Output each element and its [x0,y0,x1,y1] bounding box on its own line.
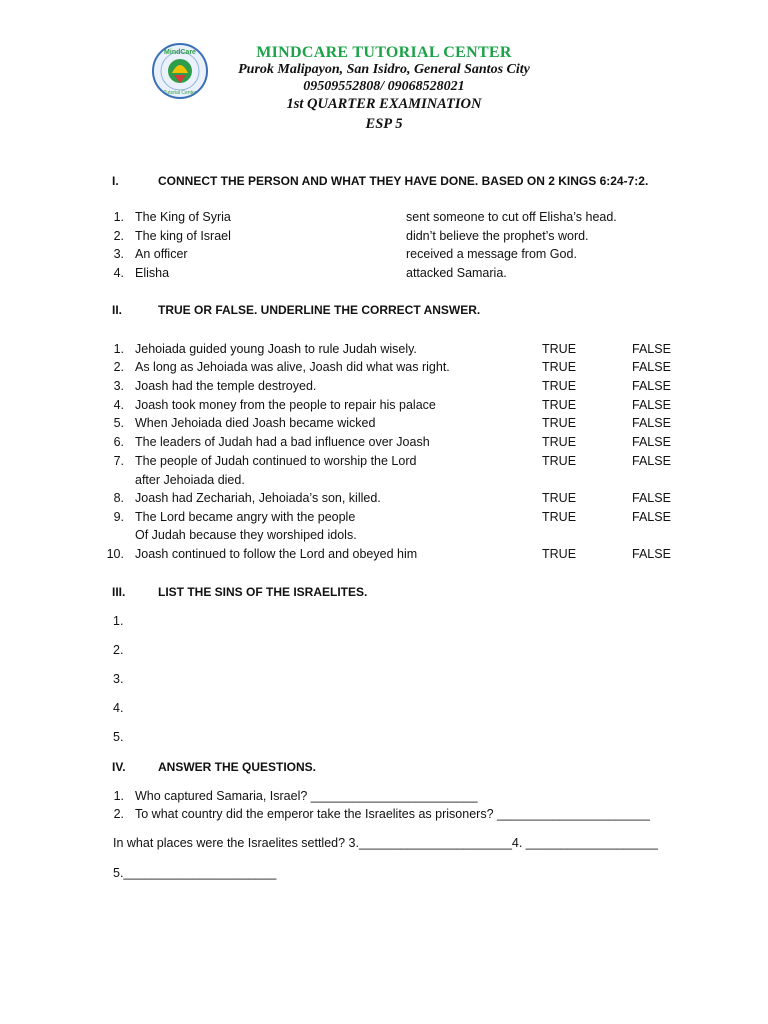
sin-list-item: 5. [113,730,124,744]
section3-numeral: III. [112,585,126,599]
s1-action: didn’t believe the prophet’s word. [406,229,589,243]
exam-subject: ESP 5 [365,116,403,132]
true-option[interactable]: TRUE [542,398,577,412]
question-1[interactable]: Who captured Samaria, Israel? ________________________ [135,789,478,803]
s1-person: Elisha [135,266,170,280]
s1-item-num: 2. [113,229,124,243]
s2-item-num: 1. [113,342,124,356]
true-option[interactable]: TRUE [542,510,577,524]
s2-item-num: 7. [113,454,124,468]
s2-statement: The people of Judah continued to worship the Lord [135,454,417,468]
s1-person: The King of Syria [135,210,231,224]
s1-person: The king of Israel [135,229,231,243]
s2-item-num: 8. [113,491,124,505]
section2-numeral: II. [112,303,123,317]
question-num: 2. [113,807,124,821]
s2-statement: Joash had the temple destroyed. [135,379,317,393]
svg-text:MindCare: MindCare [164,49,196,56]
false-option[interactable]: FALSE [632,435,671,449]
s2-statement-cont: Of Judah because they worshiped idols. [135,528,357,542]
s1-item-num: 1. [113,210,124,224]
exam-title: 1st QUARTER EXAMINATION [286,96,482,112]
s2-statement: Jehoiada guided young Joash to rule Judah wisely. [135,342,417,356]
question-2[interactable]: To what country did the emperor take the Israelites as prisoners? ______________________ [135,807,650,821]
sin-list-item: 4. [113,701,124,715]
true-option[interactable]: TRUE [542,547,577,561]
s2-item-num: 3. [113,379,124,393]
svg-text:Tutorial Center: Tutorial Center [163,90,197,96]
center-name: MINDCARE TUTORIAL CENTER [256,44,512,61]
section2-title: TRUE OR FALSE. UNDERLINE THE CORRECT ANSWER. [158,303,481,317]
center-address: Purok Malipayon, San Isidro, General Santos City [238,62,530,77]
s2-item-num: 5. [113,416,124,430]
s2-statement: When Jehoiada died Joash became wicked [135,416,376,430]
true-option[interactable]: TRUE [542,342,577,356]
sin-list-item: 2. [113,643,124,657]
s2-item-num: 10. [106,547,124,561]
true-option[interactable]: TRUE [542,435,577,449]
true-option[interactable]: TRUE [542,454,577,468]
section3-title: LIST THE SINS OF THE ISRAELITES. [158,585,368,599]
section1-title: CONNECT THE PERSON AND WHAT THEY HAVE DONE. BASED ON 2 KINGS 6:24-7:2. [158,174,649,188]
s1-action: attacked Samaria. [406,266,507,280]
false-option[interactable]: FALSE [632,342,671,356]
section1-numeral: I. [112,174,119,188]
false-option[interactable]: FALSE [632,547,671,561]
sin-list-item: 3. [113,672,124,686]
question-num: 1. [113,789,124,803]
s2-item-num: 9. [113,510,124,524]
false-option[interactable]: FALSE [632,491,671,505]
true-option[interactable]: TRUE [542,416,577,430]
true-option[interactable]: TRUE [542,491,577,505]
center-phones: 09509552808/ 09068528021 [303,79,465,94]
section4-title: ANSWER THE QUESTIONS. [158,760,317,774]
s1-action: sent someone to cut off Elisha’s head. [406,210,617,224]
s2-item-num: 4. [113,398,124,412]
s2-statement-cont: after Jehoiada died. [135,473,245,487]
true-option[interactable]: TRUE [542,379,577,393]
question-4[interactable]: 5.______________________ [113,866,277,880]
s2-item-num: 2. [113,360,124,374]
s2-statement: Joash took money from the people to repair his palace [135,398,436,412]
s2-statement: Joash had Zechariah, Jehoiada’s son, killed. [135,491,381,505]
false-option[interactable]: FALSE [632,379,671,393]
s2-statement: The Lord became angry with the people [135,510,356,524]
section4-numeral: IV. [112,760,126,774]
s1-person: An officer [135,247,188,261]
s2-statement: As long as Jehoiada was alive, Joash did what was right. [135,360,450,374]
true-option[interactable]: TRUE [542,360,577,374]
s1-action: received a message from God. [406,247,577,261]
s1-item-num: 3. [113,247,124,261]
s2-item-num: 6. [113,435,124,449]
s2-statement: The leaders of Judah had a bad influence over Joash [135,435,430,449]
false-option[interactable]: FALSE [632,398,671,412]
false-option[interactable]: FALSE [632,360,671,374]
sin-list-item: 1. [113,614,124,628]
s2-statement: Joash continued to follow the Lord and obeyed him [135,547,418,561]
question-3[interactable]: In what places were the Israelites settled? 3.______________________4. ___________________ [113,836,658,850]
s1-item-num: 4. [113,266,124,280]
false-option[interactable]: FALSE [632,416,671,430]
false-option[interactable]: FALSE [632,510,671,524]
false-option[interactable]: FALSE [632,454,671,468]
